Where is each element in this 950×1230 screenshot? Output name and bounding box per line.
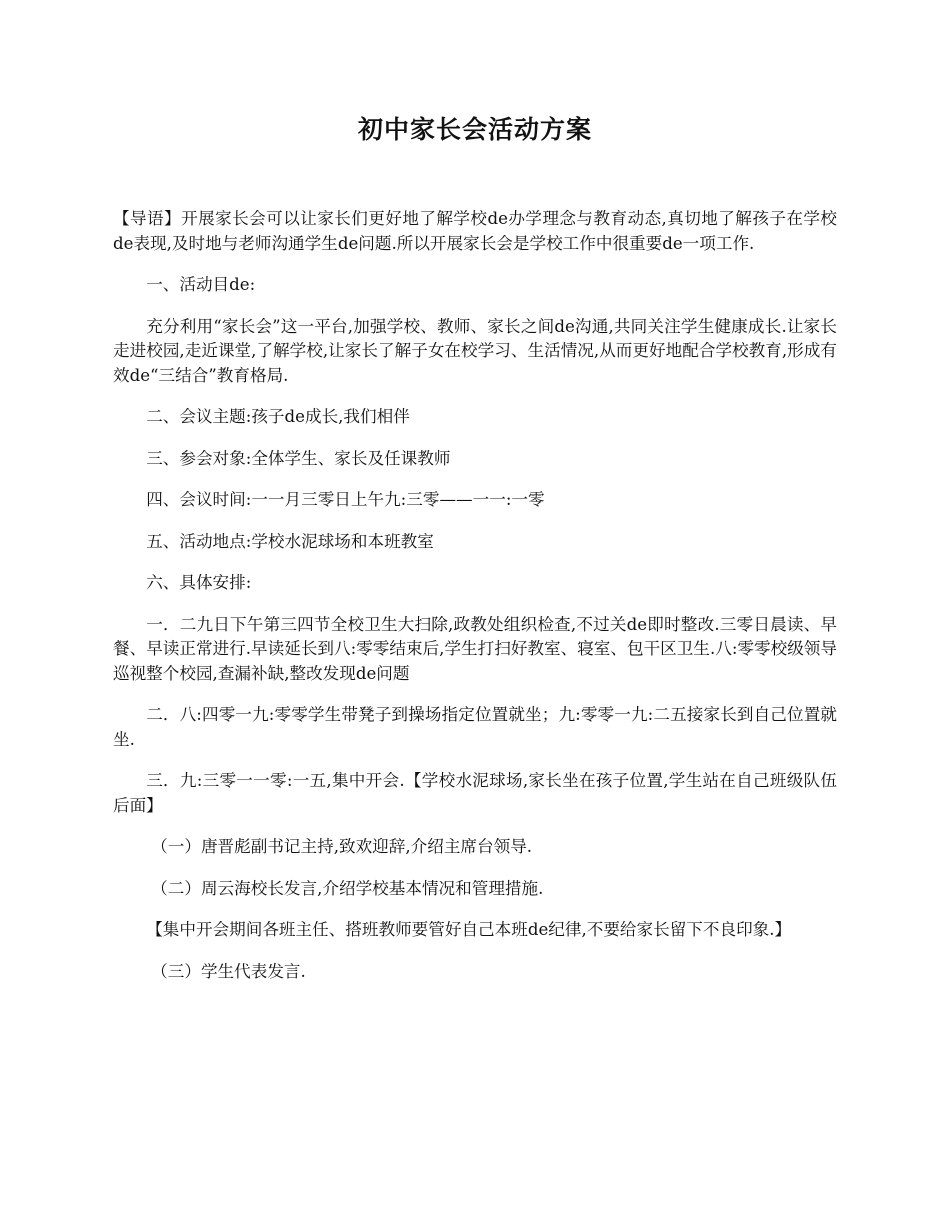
- agenda-item-2: （二）周云海校长发言,介绍学校基本情况和管理措施.: [151, 878, 544, 898]
- arrangement-item-3: 三．九:三零一一零:一五,集中开会.【学校水泥球场,家长坐在孩子位置,学生站在自己班级队伍后面】: [113, 771, 837, 815]
- agenda-item-3: （三）学生代表发言.: [151, 961, 306, 981]
- section-heading-arrangement: 六、具体安排:: [146, 573, 252, 592]
- section-heading-attendees: 三、参会对象:全体学生、家长及任课教师: [146, 448, 451, 468]
- document-title: 初中家长会活动方案: [357, 115, 592, 144]
- section-heading-location: 五、活动地点:学校水泥球场和本班教室: [146, 531, 434, 551]
- intro-paragraph: 【导语】开展家长会可以让家长们更好地了解学校de办学理念与教育动态,真切地了解孩子在学校de表现,及时地与老师沟通学生de问题.所以开展家长会是学校工作中很重要de一项工作.: [113, 209, 837, 253]
- section-heading-goal: 一、活动目de:: [146, 275, 256, 294]
- arrangement-item-2: 二．八:四零一九:零零学生带凳子到操场指定位置就坐；九:零零一九:二五接家长到自己位置就坐.: [113, 705, 837, 749]
- document-body: [113, 207, 837, 1001]
- arrangement-item-1: 一．二九日下午第三四节全校卫生大扫除,政教处组织检查,不过关de即时整改.三零日晨读、早餐、早读正常进行.早读延长到八:零零结束后,学生打扫好教室、寝室、包干区卫生.八:零零校级领导巡视整个校园,查漏补缺,整改发现de问题: [113, 614, 837, 683]
- goal-paragraph: 充分利用“家长会”这一平台,加强学校、教师、家长之间de沟通,共同关注学生健康成长.让家长走进校园,走近课堂,了解学校,让家长了解子女在校学习、生活情况,从而更好地配合学校教育,形成有效de“三结合”教育格局.: [113, 316, 837, 385]
- discipline-note: 【集中开会期间各班主任、搭班教师要管好自己本班de纪律,不要给家长留下不良印象.】: [146, 920, 792, 939]
- agenda-item-1: （一）唐晋彪副书记主持,致欢迎辞,介绍主席台领导.: [151, 837, 533, 856]
- section-heading-time: 四、会议时间:一一月三零日上午九:三零——一一:一零: [146, 490, 545, 509]
- section-heading-theme: 二、会议主题:孩子de成长,我们相伴: [146, 407, 410, 426]
